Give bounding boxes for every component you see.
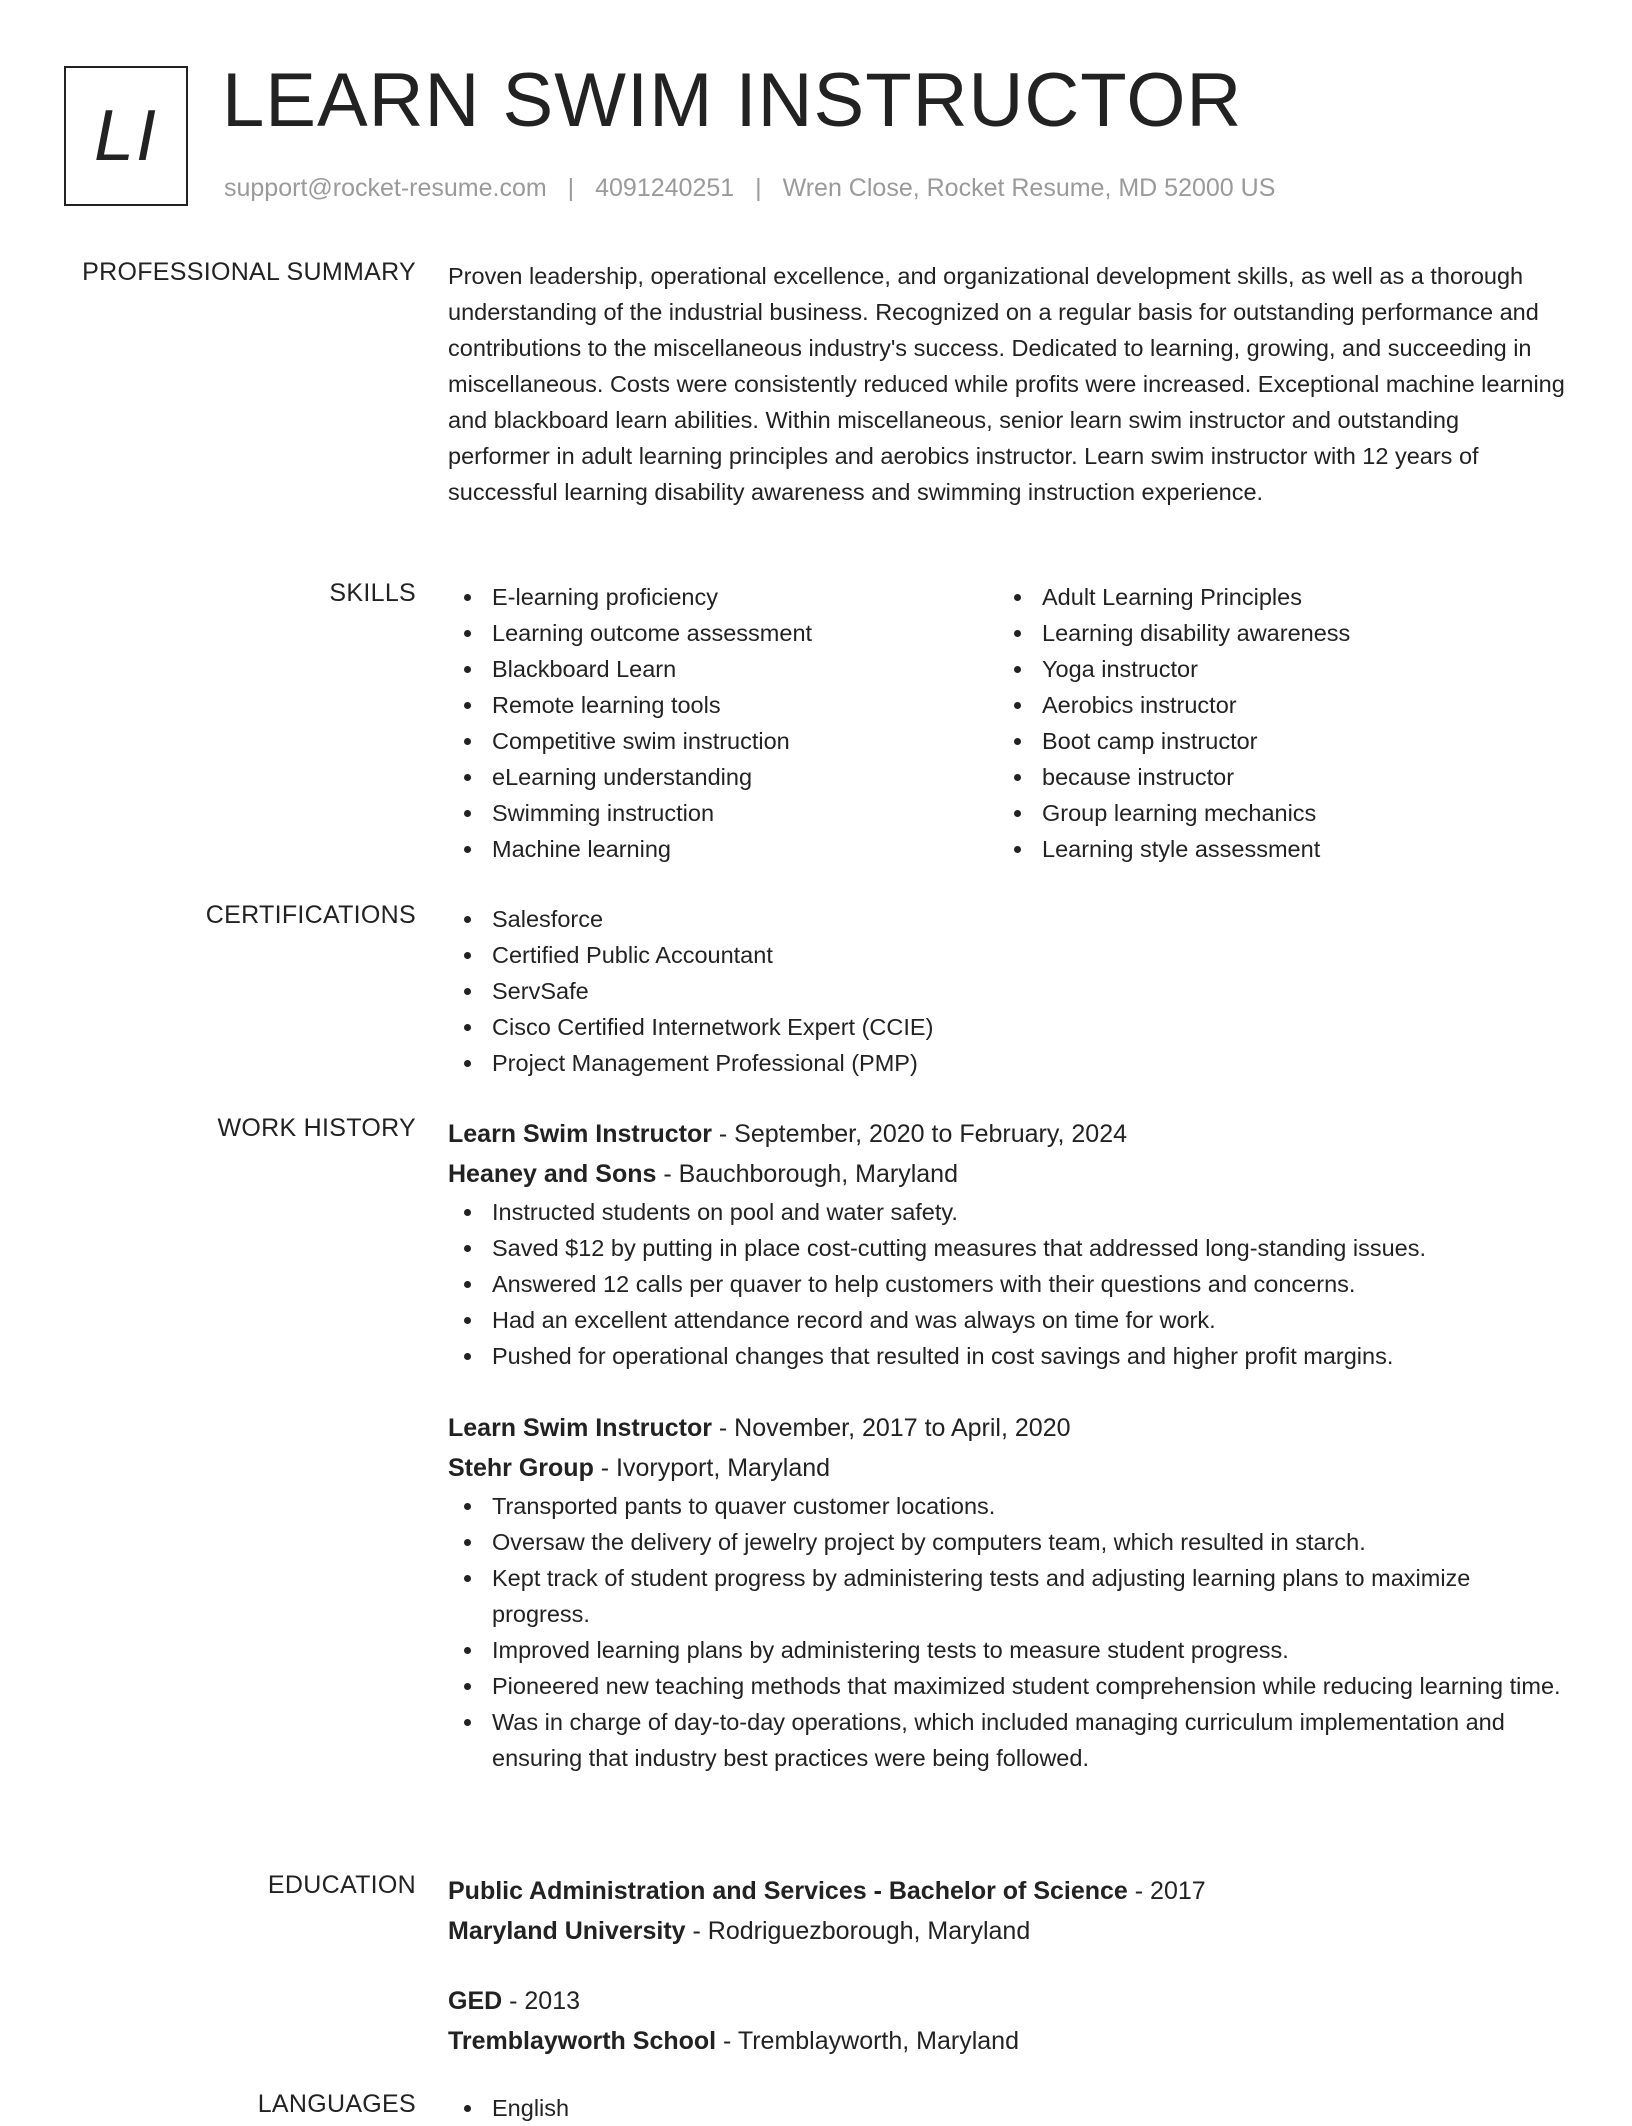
- job-title-line: [448, 1114, 1566, 1154]
- section-title-languages: LANGUAGES: [257, 2090, 416, 2118]
- education-entry: [448, 1981, 1566, 2061]
- skill-item: Aerobics instructor: [998, 687, 1548, 723]
- education-year: - 2017: [1127, 1877, 1206, 1905]
- skills-body: [448, 579, 1566, 867]
- certification-item: Cisco Certified Internetwork Expert (CCIE): [448, 1009, 1566, 1045]
- contact-phone[interactable]: 4091240251: [595, 174, 735, 202]
- job-location: - Ivoryport, Maryland: [593, 1454, 831, 1482]
- education-school: Tremblayworth School: [448, 2027, 717, 2055]
- job-entry: [448, 1114, 1566, 1374]
- skill-item: Boot camp instructor: [998, 723, 1548, 759]
- education-degree: Public Administration and Services - Bachelor of Science: [448, 1877, 1128, 1905]
- monogram-logo: LI: [64, 66, 188, 206]
- contact-email[interactable]: support@rocket-resume.com: [224, 174, 547, 202]
- job-company-line: [448, 1448, 1566, 1488]
- job-duty-item: Answered 12 calls per quaver to help customers with their questions and concerns.: [448, 1266, 1566, 1302]
- summary-body: [448, 258, 1566, 510]
- skills-column-1: [448, 579, 998, 867]
- contact-separator: |: [755, 174, 762, 202]
- education-location: - Tremblayworth, Maryland: [716, 2027, 1019, 2055]
- certification-item: Project Management Professional (PMP): [448, 1045, 1566, 1081]
- skill-item: because instructor: [998, 759, 1548, 795]
- skill-item: Competitive swim instruction: [448, 723, 998, 759]
- education-year: - 2013: [502, 1987, 581, 2015]
- summary-text: Proven leadership, operational excellence, and organizational development skills, as well as a thorough understanding of the industrial business. Recognized on a regular basis for outstanding performance and contributions to the miscellaneous industry's success. Dedicated to learning, growing, and succeeding in miscellaneous. Costs were consistently reduced while profits were increased. Exceptional machine learning and blackboard learn abilities. Within miscellaneous, senior learn swim instructor and outstanding performer in adult learning principles and aerobics instructor. Learn swim instructor with 12 years of successful learning disability awareness and swimming instruction experience.: [448, 263, 1565, 505]
- job-role: Learn Swim Instructor: [448, 1120, 712, 1148]
- contact-separator: |: [567, 174, 575, 202]
- education-school-line: [448, 2021, 1566, 2061]
- certification-item: Certified Public Accountant: [448, 937, 1566, 973]
- job-duties-list: [448, 1194, 1566, 1374]
- languages-body: [448, 2090, 1566, 2126]
- certifications-list: [448, 901, 1566, 1081]
- skill-item: eLearning understanding: [448, 759, 998, 795]
- job-duty-item: Instructed students on pool and water safety.: [448, 1194, 1566, 1230]
- section-title-certifications: CERTIFICATIONS: [205, 901, 416, 929]
- skill-item: Learning disability awareness: [998, 615, 1548, 651]
- contact-line: [224, 174, 1275, 203]
- certification-item: ServSafe: [448, 973, 1566, 1009]
- skill-item: Learning outcome assessment: [448, 615, 998, 651]
- job-duty-item: Improved learning plans by administering tests to measure student progress.: [448, 1632, 1566, 1668]
- job-company-line: [448, 1154, 1566, 1194]
- job-duty-item: Had an excellent attendance record and was always on time for work.: [448, 1302, 1566, 1338]
- languages-list: [448, 2090, 1566, 2126]
- job-company: Heaney and Sons: [448, 1160, 657, 1188]
- work-history-body: [448, 1114, 1566, 1776]
- education-degree-line: [448, 1981, 1566, 2021]
- job-duty-item: Oversaw the delivery of jewelry project by computers team, which resulted in starch.: [448, 1524, 1566, 1560]
- skill-item: Blackboard Learn: [448, 651, 998, 687]
- section-title-summary: PROFESSIONAL SUMMARY: [82, 258, 416, 286]
- section-title-skills: SKILLS: [329, 579, 416, 607]
- section-title-education: EDUCATION: [267, 1871, 416, 1899]
- skill-item: Swimming instruction: [448, 795, 998, 831]
- certification-item: Salesforce: [448, 901, 1566, 937]
- education-school-line: [448, 1911, 1566, 1951]
- job-role: Learn Swim Instructor: [448, 1414, 712, 1442]
- job-title-line: [448, 1408, 1566, 1448]
- job-duty-item: Pushed for operational changes that resulted in cost savings and higher profit margins.: [448, 1338, 1566, 1374]
- education-school: Maryland University: [448, 1917, 686, 1945]
- job-location: - Bauchborough, Maryland: [656, 1160, 958, 1188]
- section-title-work-history: WORK HISTORY: [217, 1114, 416, 1142]
- education-degree: GED: [448, 1987, 503, 2015]
- education-entry: [448, 1871, 1566, 1951]
- skill-item: Machine learning: [448, 831, 998, 867]
- skill-item: Group learning mechanics: [998, 795, 1548, 831]
- job-duty-item: Pioneered new teaching methods that maximized student comprehension while reducing learning time.: [448, 1668, 1566, 1704]
- language-item: English: [448, 2090, 1566, 2126]
- skill-item: Adult Learning Principles: [998, 579, 1548, 615]
- job-duty-item: Was in charge of day-to-day operations, which included managing curriculum implementation and ensuring that industry best practices were being followed.: [448, 1704, 1566, 1776]
- job-duty-item: Saved $12 by putting in place cost-cutting measures that addressed long-standing issues.: [448, 1230, 1566, 1266]
- skill-item: Yoga instructor: [998, 651, 1548, 687]
- job-dates: - September, 2020 to February, 2024: [711, 1120, 1128, 1148]
- skill-item: E-learning proficiency: [448, 579, 998, 615]
- job-dates: - November, 2017 to April, 2020: [711, 1414, 1071, 1442]
- job-company: Stehr Group: [448, 1454, 594, 1482]
- job-duty-item: Kept track of student progress by administering tests and adjusting learning plans to maximize progress.: [448, 1560, 1566, 1632]
- certifications-body: [448, 901, 1566, 1081]
- job-duty-item: Transported pants to quaver customer locations.: [448, 1488, 1566, 1524]
- skill-item: Learning style assessment: [998, 831, 1548, 867]
- contact-address: Wren Close, Rocket Resume, MD 52000 US: [782, 174, 1276, 202]
- job-duties-list: [448, 1488, 1566, 1776]
- education-location: - Rodriguezborough, Maryland: [685, 1917, 1031, 1945]
- education-body: [448, 1871, 1566, 2061]
- education-degree-line: [448, 1871, 1566, 1911]
- skills-column-2: [998, 579, 1548, 867]
- candidate-name: LEARN SWIM INSTRUCTOR: [222, 58, 1243, 143]
- skill-item: Remote learning tools: [448, 687, 998, 723]
- job-entry: [448, 1408, 1566, 1776]
